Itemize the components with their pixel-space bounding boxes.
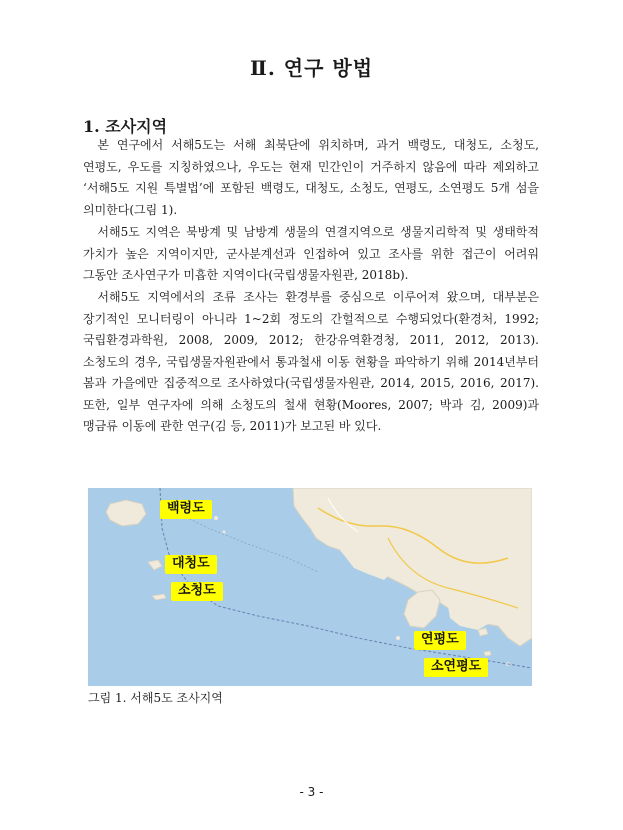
label-baengnyeong: 백령도 (160, 500, 212, 519)
figure-caption: 그림 1. 서해5도 조사지역 (88, 691, 223, 705)
label-soyeonpyeong: 소연평도 (424, 658, 488, 677)
label-yeonpyeong: 연평도 (414, 631, 466, 650)
soyeonpyeong-island (484, 651, 491, 656)
page-number: - 3 - (299, 785, 324, 799)
label-socheong: 소청도 (171, 582, 223, 601)
map-graphic (88, 488, 532, 686)
paragraph-1: 본 연구에서 서해5도는 서해 최북단에 위치하며, 과거 백령도, 대청도, 소청도, 연평도, 우도를 지칭하였으나, 우도는 현재 민간인이 거주하지 않음에 따라 제외하고 ‘서해5도 지원 특별법’에 포함된 백령도, 대청도, 소청도, 연평도, 소연평도 5개 섬을 의미한다(그림 1). (83, 138, 539, 217)
chapter-title: Ⅱ. 연구 방법 (249, 56, 374, 80)
paragraph-2: 서해5도 지역은 북방계 및 남방계 생물의 연결지역으로 생물지리학적 및 생태학적 가치가 높은 지역이지만, 군사분계선과 인접하여 있고 조사를 위한 접근이 어려워 그동안 조사연구가 미흡한 지역이다(국립생물자원관, 2018b). (83, 225, 539, 282)
study-area-map (88, 488, 532, 686)
label-daecheong: 대청도 (165, 555, 217, 574)
paragraph-3: 서해5도 지역에서의 조류 조사는 환경부를 중심으로 이루어져 왔으며, 대부분은 장기적인 모니터링이 아니라 1~2회 정도의 간헐적으로 수행되었다(환경처, 1992; 국립환경과학원, 2008, 2009, 2012; 한강유역환경청, 2011, 2012, 2013). 소청도의 경우, 국립생물자원관에서 통과철새 이동 현황을 파악하기 위해 2014년부터 봄과 가을에만 집중적으로 조사하였다(국립생물자원관, 2014, 2015, 2016, 2017). 또한, 일부 연구자에 의해 소청도의 철새 현황(Moores, 2007; 박과 김, 2009)과 맹금류 이동에 관한 연구(김 등, 2011)가 보고된 바 있다. (83, 290, 539, 433)
section-heading: 1. 조사지역 (83, 117, 168, 136)
